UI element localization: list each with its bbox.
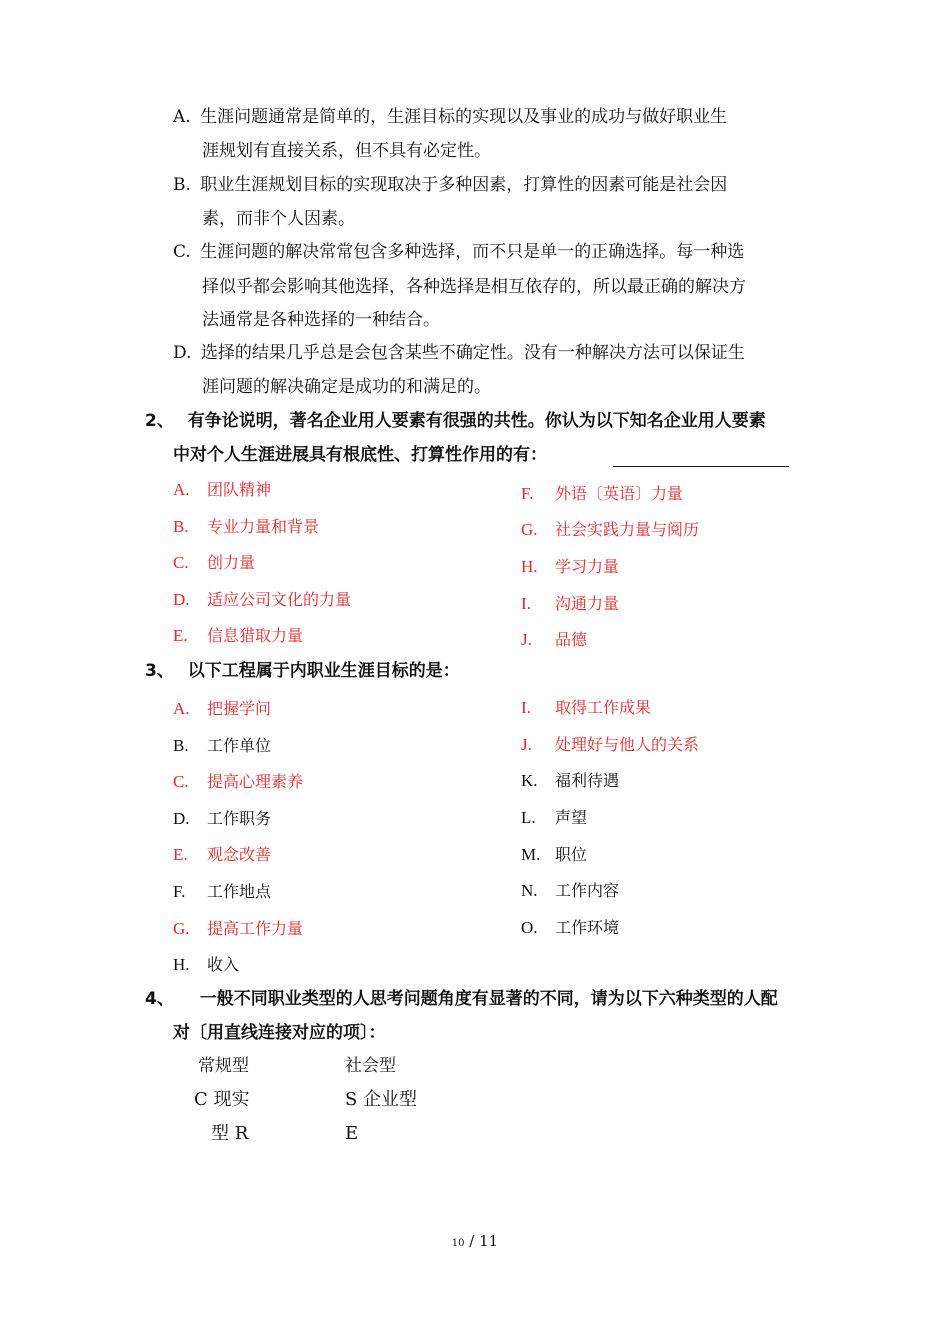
q3-option-b [173,735,271,757]
q3-number: 3、 [145,661,174,681]
option-letter: C. [173,553,189,572]
q4-type-right-3: E [345,1123,359,1144]
option-letter: E. [173,845,188,864]
q4-type-left-2: C 现实 [194,1089,250,1110]
q1-option-letter: C. [173,242,191,262]
q2-option-f [521,483,683,505]
q3-option-c [173,771,303,793]
option-letter: D. [173,809,190,828]
option-text: 品德 [555,630,588,649]
option-text: 工作地点 [207,882,272,901]
q1-option-letter: A. [173,107,191,127]
option-letter: E. [173,626,188,645]
option-text: 观念改善 [207,845,272,864]
q2-number: 2、 [145,411,174,431]
q1-option-text: 选择的结果几乎总是会包含某些不确定性。没有一种解决方法可以保证生 [200,343,745,363]
q2-option-h [521,556,619,578]
q3-option-k [521,770,619,792]
q1-option-d [173,342,745,364]
option-text: 处理好与他人的关系 [555,735,700,754]
option-letter: F. [521,484,534,503]
option-letter: H. [173,955,190,974]
total-pages: 11 [479,1232,499,1250]
page-number [0,1232,950,1250]
q4-line2: 对〔用直线连接对应的项〕： [173,1023,386,1043]
q1-option-letter: B. [173,175,191,195]
option-letter: M. [521,845,541,864]
q1-option-b-cont: 素，而非个人因素。 [202,209,355,229]
q1-option-c-cont2: 法通常是各种选择的一种结合。 [202,310,440,330]
q4-type-left-1: 常规型 [198,1056,249,1076]
q3-option-o [521,917,619,939]
option-text: 福利待遇 [555,771,620,790]
option-text: 社会实践力量与阅历 [555,520,700,539]
option-letter: J. [521,735,532,754]
option-letter: I. [521,594,531,613]
q2-option-c [173,552,255,574]
option-text: 工作环境 [555,918,620,937]
q1-option-d-cont: 涯问题的解决确定是成功的和满足的。 [202,377,491,397]
option-text: 工作职务 [207,809,272,828]
q4-question [145,988,778,1010]
q2-option-i [521,593,619,615]
page-separator: / [469,1232,475,1250]
q3-option-d [173,808,271,830]
option-text: 学习力量 [555,557,620,576]
q3-question [145,660,460,682]
answer-blank-line [613,466,789,467]
q3-option-e [173,844,271,866]
option-letter: N. [521,881,538,900]
q1-option-text: 职业生涯规划目标的实现取决于多种因素，打算性的因素可能是社会因 [200,175,728,195]
option-letter: L. [521,808,536,827]
option-letter: A. [173,699,190,718]
option-letter: J. [521,630,532,649]
q4-type-left-3: 型 R [211,1123,249,1144]
option-text: 工作单位 [207,736,272,755]
option-letter: C. [173,772,189,791]
q3-option-m [521,844,587,866]
q2-option-d [173,589,351,611]
option-text: 工作内容 [555,881,620,900]
q4-type-right-1: 社会型 [345,1056,396,1076]
q1-option-a-cont: 涯规划有直接关系，但不具有必定性。 [202,141,491,161]
option-letter: B. [173,517,189,536]
option-letter: H. [521,557,538,576]
q3-option-a [173,698,271,720]
option-text: 适应公司文化的力量 [207,590,352,609]
option-text: 沟通力量 [555,594,620,613]
option-letter: G. [521,520,538,539]
option-text: 提高心理素养 [207,772,304,791]
q2-option-g [521,519,699,541]
option-text: 声望 [555,808,588,827]
option-letter: K. [521,771,538,790]
option-text: 把握学问 [207,699,272,718]
option-letter: A. [173,480,190,499]
option-text: 团队精神 [207,480,272,499]
q1-option-b [173,174,727,196]
q1-option-c [173,241,744,263]
option-text: 职位 [555,845,588,864]
option-text: 提高工作力量 [207,919,304,938]
q3-option-f [173,881,271,903]
q2-option-j [521,629,587,651]
option-letter: F. [173,882,186,901]
q2-line2: 中对个人生涯进展具有根底性、打算性作用的有： [173,445,547,465]
q2-question [145,410,766,432]
q1-option-text: 生涯问题通常是简单的，生涯目标的实现以及事业的成功与做好职业生 [200,107,728,127]
q3-option-g [173,918,303,940]
option-text: 创力量 [207,553,256,572]
q3-title: 以下工程属于内职业生涯目标的是： [187,661,460,681]
option-letter: I. [521,698,531,717]
option-text: 收入 [207,955,240,974]
q2-option-b [173,516,319,538]
q1-option-text: 生涯问题的解决常常包含多种选择，而不只是单一的正确选择。每一种选 [200,242,745,262]
q1-option-c-cont1: 择似乎都会影响其他选择，各种选择是相互依存的，所以最正确的解决方 [202,277,746,297]
q3-option-i [521,697,651,719]
option-text: 取得工作成果 [555,698,652,717]
q1-option-a [173,106,727,128]
option-letter: D. [173,590,190,609]
q4-number: 4、 [145,989,174,1009]
q4-line1: 一般不同职业类型的人思考问题角度有显著的不同，请为以下六种类型的人配 [199,989,778,1009]
option-text: 信息猎取力量 [207,626,304,645]
q3-option-h [173,954,239,976]
q2-line1: 有争论说明，著名企业用人要素有很强的共性。你认为以下知名企业用人要素 [187,411,766,431]
q3-option-l [521,807,587,829]
q4-type-right-2: S 企业型 [345,1089,418,1110]
option-text: 专业力量和背景 [207,517,320,536]
q3-option-n [521,880,619,902]
option-letter: G. [173,919,190,938]
q2-option-e [173,625,303,647]
current-page: 10 [451,1238,465,1249]
option-text: 外语〔英语〕力量 [555,484,684,503]
option-letter: B. [173,736,189,755]
option-letter: O. [521,918,538,937]
q3-option-j [521,734,699,756]
q2-option-a [173,479,271,501]
q1-option-letter: D. [173,343,192,363]
